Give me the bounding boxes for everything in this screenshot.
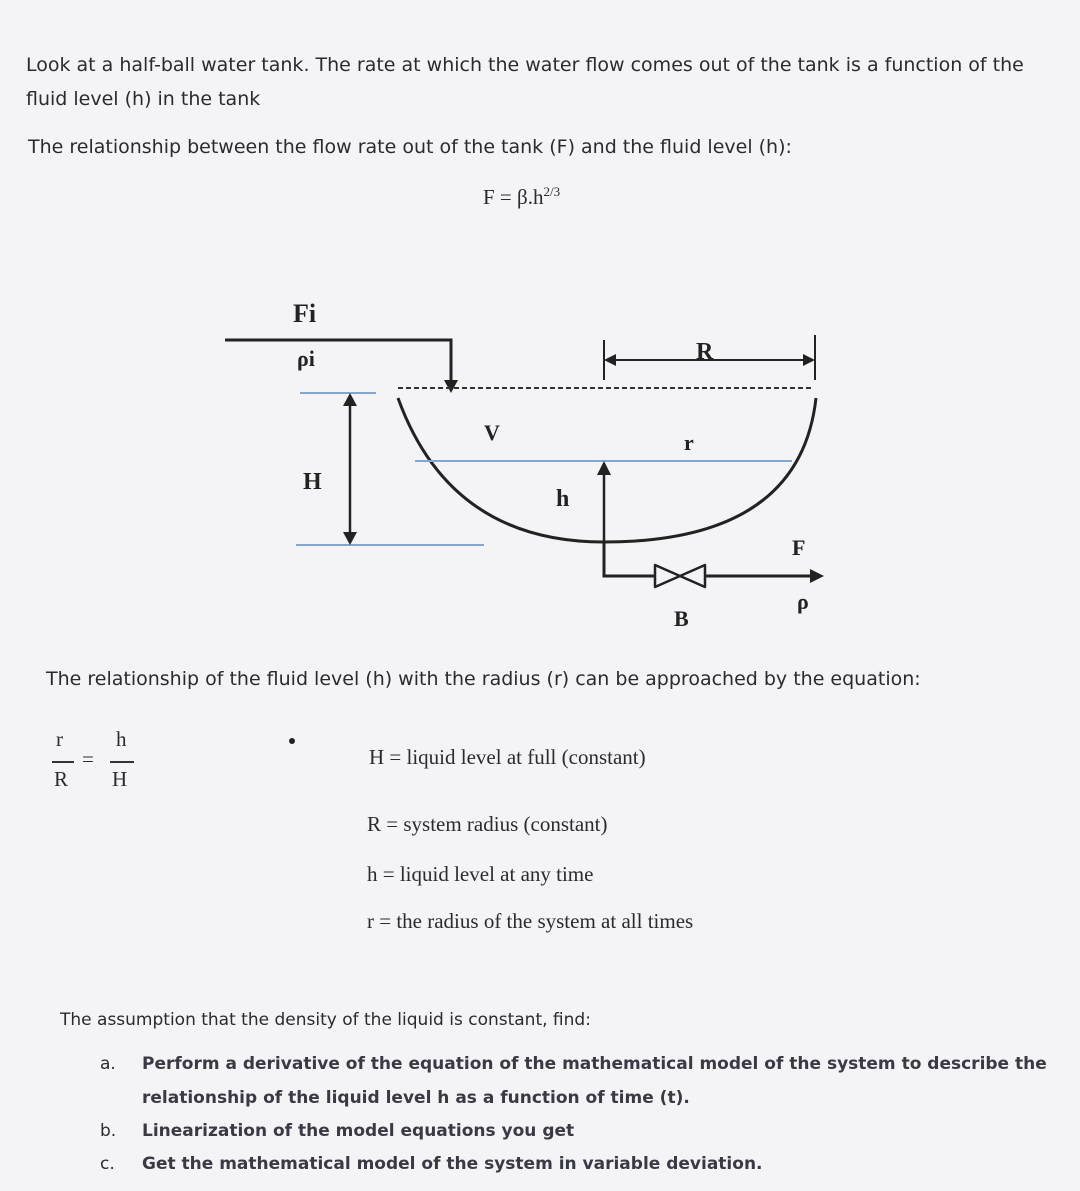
- question-marker-c: c.: [100, 1154, 115, 1174]
- r-arrow-right: [803, 354, 815, 366]
- eq-rhs-numerator: h: [116, 727, 127, 751]
- label-V: V: [484, 420, 500, 445]
- intro-paragraph: Look at a half-ball water tank. The rate at which the water flow comes out of the tank is a function of the fluid level (h) in the tank: [26, 54, 1024, 110]
- label-F: F: [792, 535, 806, 560]
- question-item-c: [100, 1148, 1060, 1181]
- outlet-pipe: [604, 542, 655, 576]
- question-text-c: Get the mathematical model of the system in variable deviation.: [142, 1154, 763, 1174]
- definition-h: h = liquid level at any time: [367, 862, 594, 886]
- question-item-a: [100, 1047, 1060, 1115]
- label-r: r: [684, 430, 694, 455]
- question-marker-a: a.: [100, 1054, 116, 1074]
- h-level-arrowhead: [597, 461, 611, 475]
- eq-rhs-denominator: H: [112, 767, 128, 791]
- eq-rhs-fraction-bar: [110, 761, 134, 763]
- definition-H: H = liquid level at full (constant): [369, 745, 646, 769]
- bullet-dot: [289, 738, 295, 744]
- label-H: H: [303, 469, 322, 495]
- flow-formula-base: F = β.h: [483, 185, 544, 209]
- eq-lhs-numerator: r: [56, 727, 63, 751]
- label-h: h: [556, 486, 570, 512]
- question-text-b: Linearization of the model equations you get: [142, 1121, 575, 1141]
- inlet-arrowhead: [444, 380, 458, 393]
- r-arrow-left: [604, 354, 616, 366]
- eq-equals: =: [82, 747, 94, 771]
- label-B: B: [674, 606, 689, 631]
- assumption-text: The assumption that the density of the liquid is constant, find:: [60, 1010, 591, 1030]
- flow-formula: [483, 184, 560, 210]
- question-text-a: Perform a derivative of the equation of the mathematical model of the system to describe the relationship of the liquid level h as a function of time (t).: [142, 1054, 1047, 1108]
- outlet-arrowhead: [810, 569, 824, 583]
- flow-relation-text: The relationship between the flow rate out of the tank (F) and the fluid level (h):: [28, 136, 792, 158]
- ratio-equation: [52, 727, 152, 797]
- h-arrow-up: [343, 393, 357, 406]
- question-marker-b: b.: [100, 1121, 117, 1141]
- label-pi: ρi: [297, 346, 315, 371]
- inlet-pipe: [225, 340, 451, 383]
- eq-lhs-fraction-bar: [52, 761, 74, 763]
- question-list: [100, 1047, 1060, 1181]
- flow-formula-exponent: 2/3: [543, 184, 561, 199]
- h-arrow-down: [343, 532, 357, 545]
- label-Fi: Fi: [293, 299, 317, 328]
- valve-icon: [655, 565, 705, 587]
- eq-lhs-denominator: R: [54, 767, 69, 791]
- label-R: R: [696, 339, 714, 365]
- definition-R: R = system radius (constant): [367, 812, 608, 836]
- radius-relation-text: The relationship of the fluid level (h) with the radius (r) can be approached by the equation:: [46, 668, 921, 690]
- definition-r: r = the radius of the system at all times: [367, 909, 694, 933]
- tank-diagram: [200, 280, 860, 650]
- label-p: ρ: [797, 589, 809, 614]
- question-item-b: [100, 1115, 1060, 1148]
